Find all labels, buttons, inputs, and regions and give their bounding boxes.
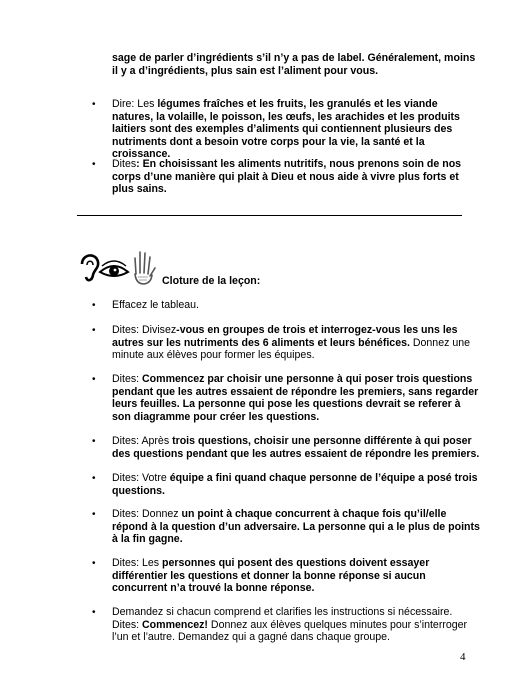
- item-bold: -vous en groupes de trois et interrogez-vous les uns les autres sur les nutriments des 6 aliments et leurs bénéfices.: [112, 324, 458, 349]
- section-divider: [77, 215, 462, 216]
- item-lead: Dites: Divisez: [112, 324, 177, 336]
- item-lead: Dites: Votre: [112, 472, 170, 484]
- bullet-marker: •: [92, 509, 96, 520]
- item-bold: Commencez!: [142, 618, 208, 631]
- item-tail: Donnez une minute aux élèves pour former les équipes.: [112, 336, 470, 362]
- list-item-6: [112, 557, 480, 595]
- item-lead: Effacez le tableau.: [112, 299, 199, 311]
- bullet-marker: •: [92, 325, 96, 336]
- list-item-0: [112, 299, 480, 312]
- list-item-5: [112, 508, 480, 546]
- list-item-2: [112, 373, 480, 423]
- senses-icons: [78, 248, 158, 288]
- bullet-marker: •: [92, 436, 96, 447]
- page-number: 4: [460, 651, 466, 663]
- item-lead: Dites: [112, 158, 137, 170]
- item-bold: trois questions, choisir une personne différente à qui poser des questions pendant que les autres essaient de répondre les premiers.: [112, 435, 480, 460]
- item-bold: personnes qui posent des questions doivent essayer différentier les questions et donner la bonne réponse si aucun concurrent n’a trouvé la bonne réponse.: [112, 557, 430, 595]
- item-lead: Demandez si chacun comprend et clarifies les instructions si nécessaire. Dites:: [112, 606, 453, 631]
- item-bold: Commencez par choisir une personne à qui poser trois questions pendant que les autres essaient de répondre les premiers, sans regarder leurs feuilles. La personne qui pose les questions devrait se referer à son diagramme pour créer les questions.: [112, 373, 479, 423]
- item-lead: Dire: Les: [112, 98, 158, 110]
- section-heading: Cloture de la leçon:: [162, 275, 261, 287]
- continuation-text: sage de parler d’ingrédients s’il n’y a pas de label. Généralement, moins il y a d’ingrédients, plus sain est l’aliment pour vous.: [112, 52, 476, 77]
- list-item-1: [112, 324, 480, 362]
- item-lead: Dites: Donnez: [112, 508, 182, 520]
- hand-icon: [135, 252, 155, 284]
- list-item-top-0: [112, 98, 480, 161]
- item-lead: Dites: Les: [112, 557, 163, 569]
- eye-icon: [100, 261, 128, 276]
- item-lead: Dites:: [112, 373, 143, 385]
- item-bold: équipe a fini quand chaque personne de l’équipe a posé trois questions.: [112, 472, 478, 497]
- item-tail: Donnez aux élèves quelques minutes pour s’interroger l’un et l’autre. Demandez qui a gagné dans chaque groupe.: [112, 618, 468, 644]
- item-bold: : En choisissant les aliments nutritifs, nous prenons soin de nos corps d’une manière qui plait à Dieu et nous aide à vivre plus forts et plus sains.: [112, 158, 462, 196]
- bullet-marker: •: [92, 607, 96, 618]
- bullet-marker: •: [92, 374, 96, 385]
- bullet-marker: •: [92, 99, 96, 110]
- item-bold: légumes fraîches et les fruits, les granulés et les viande natures, la volaille, le poisson, les œufs, les arachides et les produits laitiers sont des exemples d’aliments qui contiennent plusieurs des nutriments dont a besoin votre corps pour la vie, la santé et la croissance.: [112, 98, 460, 161]
- continuation-paragraph: [112, 52, 480, 77]
- ear-icon: [82, 255, 98, 280]
- bullet-marker: •: [92, 473, 96, 484]
- list-item-top-1: [112, 158, 480, 196]
- bullet-marker: •: [92, 300, 96, 311]
- list-item-4: [112, 472, 480, 497]
- list-item-3: [112, 435, 480, 460]
- bullet-marker: •: [92, 159, 96, 170]
- list-item-7: [112, 606, 480, 644]
- item-lead: Dites: Après: [112, 435, 173, 447]
- item-bold: un point à chaque concurrent à chaque fois qu’il/elle répond à la question d’un adversaire. La personne qui a le plus de points à la fin gagne.: [112, 508, 480, 546]
- bullet-marker: •: [92, 558, 96, 569]
